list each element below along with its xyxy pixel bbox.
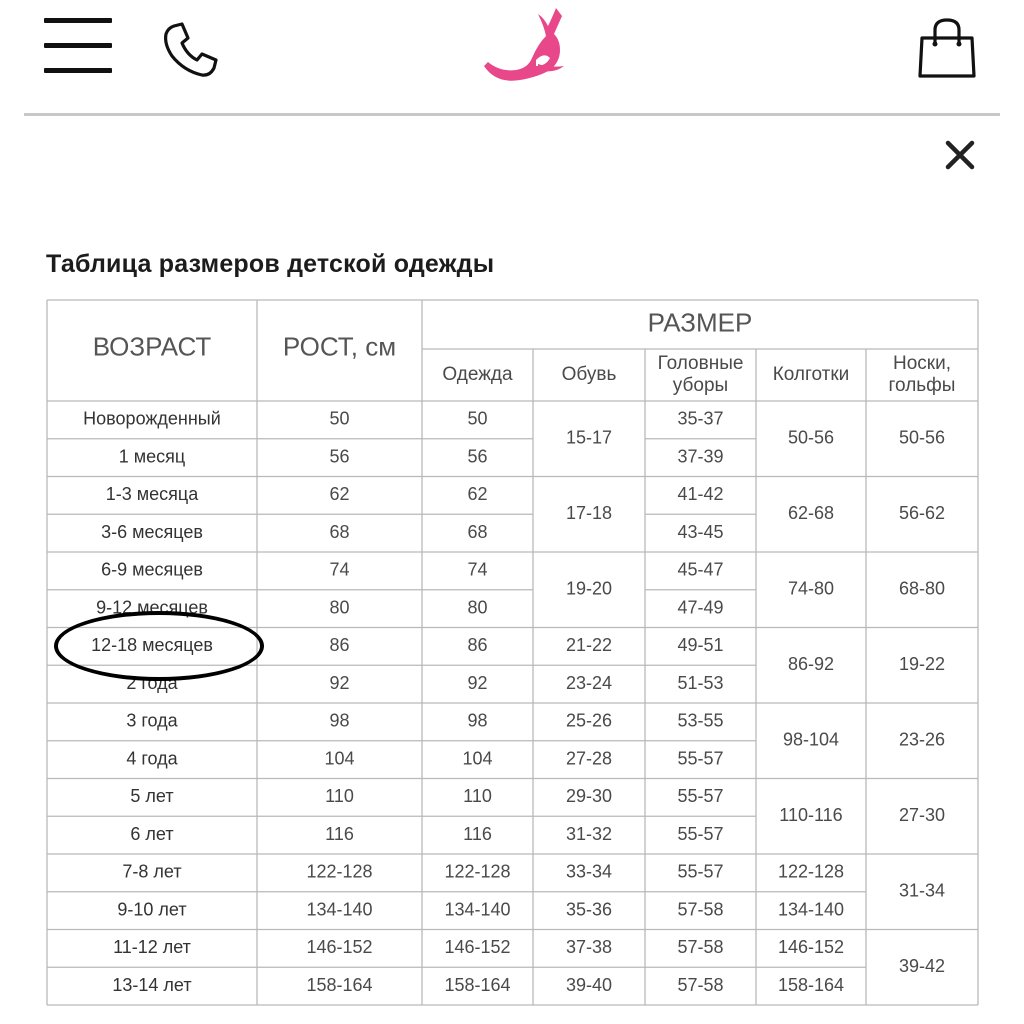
age-cell: 2 года bbox=[126, 672, 178, 693]
hats-cell: 51-53 bbox=[677, 672, 724, 693]
tights-cell: 62-68 bbox=[787, 503, 835, 523]
tights-cell: 158-164 bbox=[777, 974, 845, 995]
shoes-cell: 25-26 bbox=[565, 710, 613, 731]
hats-cell: 55-57 bbox=[677, 786, 724, 807]
age-cell: 6-9 месяцев bbox=[101, 559, 203, 580]
hats-cell: 55-57 bbox=[677, 748, 724, 769]
clothes-cell: 86 bbox=[467, 635, 488, 656]
header-shoes: Обувь bbox=[561, 364, 617, 386]
height-cell: 62 bbox=[329, 484, 350, 505]
clothes-cell: 146-152 bbox=[444, 937, 511, 958]
clothes-cell: 134-140 bbox=[444, 899, 511, 920]
clothes-cell: 74 bbox=[467, 559, 488, 580]
clothes-cell: 98 bbox=[467, 710, 488, 731]
age-cell: 3-6 месяцев bbox=[101, 521, 203, 542]
header-hats: Головные bbox=[657, 353, 744, 375]
shoes-cell: 23-24 bbox=[565, 672, 613, 693]
socks-cell: 19-22 bbox=[898, 654, 946, 674]
age-cell: Новорожденный bbox=[83, 408, 221, 429]
socks-cell: 31-34 bbox=[898, 880, 946, 901]
age-cell: 5 лет bbox=[130, 786, 174, 807]
age-cell: 12-18 месяцев bbox=[91, 635, 213, 656]
shoes-cell: 17-18 bbox=[565, 503, 613, 523]
height-cell: 158-164 bbox=[306, 974, 373, 995]
shoes-cell: 37-38 bbox=[565, 937, 613, 958]
shoes-cell: 33-34 bbox=[565, 861, 613, 882]
hats-cell: 55-57 bbox=[677, 861, 724, 882]
header-tights: Колготки bbox=[772, 364, 850, 386]
tights-cell: 110-116 bbox=[779, 805, 843, 825]
tights-cell: 146-152 bbox=[777, 937, 845, 958]
header-age: ВОЗРАСТ bbox=[92, 331, 212, 362]
shoes-cell: 35-36 bbox=[565, 899, 613, 920]
tights-cell: 122-128 bbox=[777, 861, 845, 882]
shoes-cell: 21-22 bbox=[565, 635, 613, 656]
clothes-cell: 80 bbox=[467, 597, 488, 618]
height-cell: 68 bbox=[329, 521, 350, 542]
header-height: РОСТ, см bbox=[282, 331, 397, 362]
height-cell: 134-140 bbox=[306, 899, 373, 920]
hats-cell: 41-42 bbox=[677, 484, 724, 505]
clothes-cell: 56 bbox=[467, 446, 488, 467]
age-cell: 6 лет bbox=[130, 823, 174, 844]
height-cell: 98 bbox=[329, 710, 350, 731]
header-socks: Носки, bbox=[893, 353, 951, 375]
age-cell: 9-10 лет bbox=[117, 899, 187, 920]
page-title: Таблица размеров детской одежды bbox=[46, 250, 495, 278]
hats-cell: 57-58 bbox=[677, 937, 724, 958]
age-cell: 1 месяц bbox=[118, 446, 186, 467]
clothes-cell: 158-164 bbox=[444, 974, 511, 995]
tights-cell: 74-80 bbox=[787, 578, 835, 599]
height-cell: 56 bbox=[329, 446, 350, 467]
hats-cell: 57-58 bbox=[677, 899, 724, 920]
hats-cell: 43-45 bbox=[677, 521, 724, 542]
socks-cell: 39-42 bbox=[898, 956, 946, 976]
socks-cell: 27-30 bbox=[898, 805, 946, 825]
height-cell: 74 bbox=[329, 559, 350, 580]
hats-cell: 45-47 bbox=[677, 559, 724, 580]
clothes-cell: 104 bbox=[462, 748, 493, 769]
height-cell: 50 bbox=[329, 408, 350, 429]
tights-cell: 134-140 bbox=[777, 899, 845, 920]
clothes-cell: 50 bbox=[467, 408, 488, 429]
socks-cell: 68-80 bbox=[898, 578, 946, 599]
tights-cell: 86-92 bbox=[787, 654, 835, 674]
age-cell: 13-14 лет bbox=[112, 974, 192, 995]
header-socks: гольфы bbox=[888, 375, 956, 397]
tights-cell: 98-104 bbox=[782, 729, 840, 750]
shoes-cell: 19-20 bbox=[565, 578, 613, 599]
clothes-cell: 116 bbox=[463, 823, 492, 844]
socks-cell: 50-56 bbox=[898, 427, 946, 448]
age-cell: 11-12 лет bbox=[113, 937, 191, 958]
shoes-cell: 27-28 bbox=[565, 748, 613, 769]
header-clothes: Одежда bbox=[442, 364, 513, 386]
hats-cell: 49-51 bbox=[677, 635, 724, 656]
hats-cell: 37-39 bbox=[677, 446, 724, 467]
age-cell: 1-3 месяца bbox=[105, 484, 199, 505]
hats-cell: 35-37 bbox=[677, 408, 724, 429]
height-cell: 116 bbox=[325, 823, 354, 844]
header-size: РАЗМЕР bbox=[647, 307, 753, 338]
socks-cell: 23-26 bbox=[898, 729, 946, 750]
clothes-cell: 68 bbox=[467, 521, 488, 542]
age-cell: 3 года bbox=[126, 710, 178, 731]
hats-cell: 55-57 bbox=[677, 823, 724, 844]
clothes-cell: 92 bbox=[467, 672, 488, 693]
height-cell: 86 bbox=[329, 635, 350, 656]
hats-cell: 53-55 bbox=[677, 710, 724, 731]
tights-cell: 50-56 bbox=[787, 427, 835, 448]
shoes-cell: 29-30 bbox=[565, 786, 613, 807]
hats-cell: 57-58 bbox=[677, 974, 724, 995]
height-cell: 92 bbox=[329, 672, 350, 693]
height-cell: 110 bbox=[325, 786, 354, 807]
shoes-cell: 15-17 bbox=[565, 427, 613, 448]
shoes-cell: 31-32 bbox=[565, 823, 613, 844]
age-cell: 9-12 месяцев bbox=[96, 597, 208, 618]
clothes-cell: 122-128 bbox=[444, 861, 511, 882]
clothes-cell: 62 bbox=[467, 484, 488, 505]
clothes-cell: 110 bbox=[463, 786, 492, 807]
age-cell: 7-8 лет bbox=[122, 861, 182, 882]
socks-cell: 56-62 bbox=[898, 503, 946, 523]
shoes-cell: 39-40 bbox=[565, 974, 613, 995]
hats-cell: 47-49 bbox=[677, 597, 724, 618]
height-cell: 122-128 bbox=[306, 861, 373, 882]
age-cell: 4 года bbox=[126, 748, 178, 769]
height-cell: 80 bbox=[329, 597, 350, 618]
height-cell: 104 bbox=[324, 748, 355, 769]
height-cell: 146-152 bbox=[306, 937, 373, 958]
header-hats: уборы bbox=[672, 375, 729, 397]
